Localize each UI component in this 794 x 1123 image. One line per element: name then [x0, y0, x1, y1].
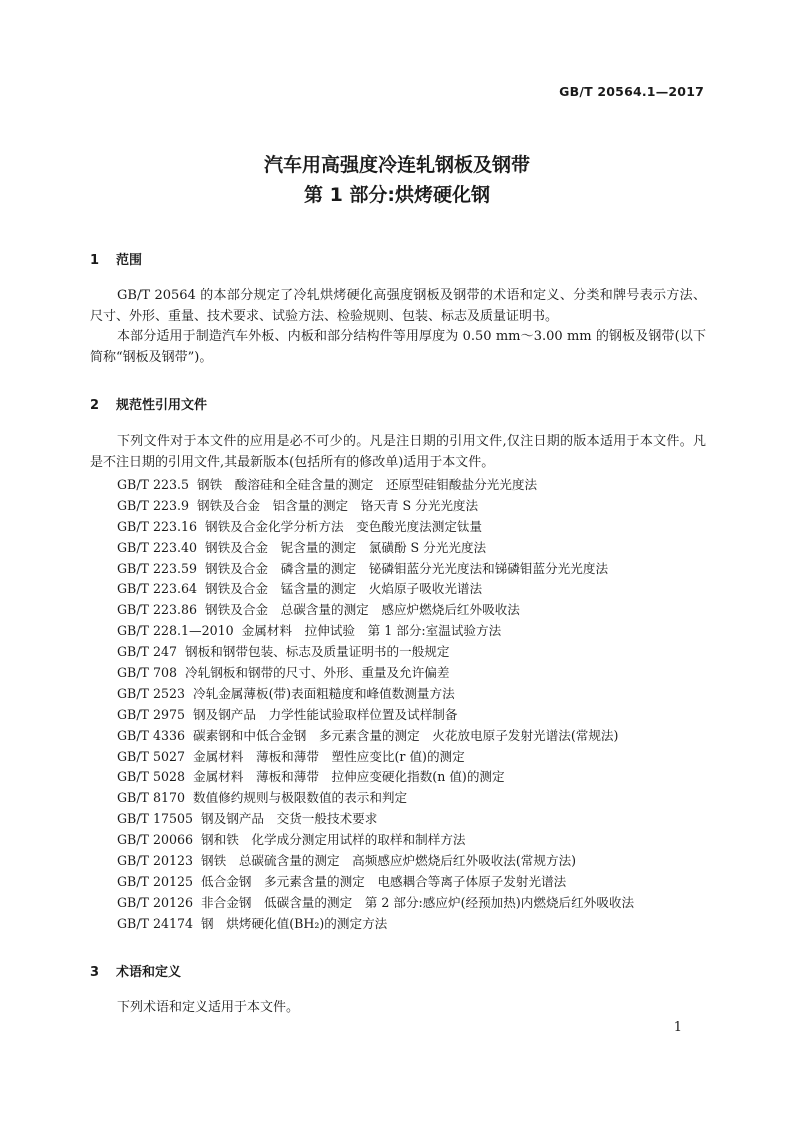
- reference-title: 钢铁及合金 铌含量的测定 氯磺酚 S 分光光度法: [205, 539, 487, 555]
- section-title: 术语和定义: [116, 965, 182, 980]
- document-title-line2: 第 1 部分:烘烤硬化钢: [303, 184, 491, 206]
- reference-title: 低合金钢 多元素含量的测定 电感耦合等离子体原子发射光谱法: [201, 873, 567, 889]
- page-number: 1: [673, 1020, 682, 1035]
- reference-title: 钢铁及合金 总碳含量的测定 感应炉燃烧后红外吸收法: [205, 602, 520, 618]
- reference-code: GB/T 223.16: [117, 518, 198, 534]
- section-heading-terms: [90, 961, 181, 980]
- reference-item: [117, 893, 634, 914]
- reference-code: GB/T 223.40: [117, 539, 198, 555]
- reference-title: 钢铁 酸溶硅和全硅含量的测定 还原型硅钼酸盐分光光度法: [197, 477, 538, 492]
- reference-code: GB/T 223.64: [117, 581, 198, 597]
- reference-code: GB/T 8170: [117, 790, 186, 806]
- standard-code: GB/T 20564.1—2017: [559, 84, 704, 99]
- scope-body: [90, 286, 706, 368]
- reference-item: [117, 872, 634, 893]
- reference-code: GB/T 5028: [117, 769, 186, 785]
- reference-code: GB/T 2523: [117, 685, 186, 701]
- reference-code: GB/T 5027: [117, 748, 186, 764]
- reference-title: 金属材料 薄板和薄带 塑性应变比(r 值)的测定: [193, 748, 465, 764]
- document-title-line1: 汽车用高强度冷连轧钢板及钢带: [263, 154, 530, 176]
- reference-code: GB/T 708: [117, 665, 177, 681]
- reference-title: 冷轧钢板和钢带的尺寸、外形、重量及允许偏差: [185, 665, 450, 681]
- section-title: 规范性引用文件: [116, 398, 208, 413]
- reference-title: 钢铁 总碳硫含量的测定 高频感应炉燃烧后红外吸收法(常规方法): [201, 853, 577, 869]
- reference-item: [117, 621, 634, 642]
- scope-paragraph-1: GB/T 20564 的本部分规定了冷轧烘烤硬化高强度钢板及钢带的术语和定义、分类和牌号表示方法、尺寸、外形、重量、技术要求、试验方法、检验规则、包装、标志及质量证明书。: [90, 288, 706, 324]
- section-number: 1: [90, 253, 100, 268]
- reference-code: GB/T 223.59: [117, 560, 198, 576]
- section-number: 2: [90, 398, 100, 413]
- reference-item: [117, 579, 634, 600]
- reference-item: [117, 809, 634, 830]
- reference-code: GB/T 20066: [117, 832, 194, 848]
- reference-code: GB/T 17505: [117, 811, 194, 827]
- reference-code: GB/T 20123: [117, 853, 194, 869]
- reference-code: GB/T 24174: [117, 915, 194, 931]
- reference-title: 冷轧金属薄板(带)表面粗糙度和峰值数测量方法: [193, 685, 455, 701]
- intro-paragraph: 下列术语和定义适用于本文件。: [117, 1000, 300, 1015]
- reference-title: 钢及钢产品 交货一般技术要求: [201, 811, 378, 827]
- reference-title: 钢铁及合金 铝含量的测定 铬天青 S 分光光度法: [197, 497, 479, 513]
- intro-paragraph: 下列文件对于本文件的应用是必不可少的。凡是注日期的引用文件,仅注日期的版本适用于本文件。凡是不注日期的引用文件,其最新版本(包括所有的修改单)适用于本文件。: [90, 434, 706, 470]
- reference-code: GB/T 2975: [117, 706, 186, 722]
- section-heading-normative-references: [90, 394, 207, 413]
- reference-title: 钢 烘烤硬化值(BH₂)的测定方法: [201, 915, 388, 931]
- reference-item: [117, 517, 634, 538]
- scope-paragraph-2: 本部分适用于制造汽车外板、内板和部分结构件等用厚度为 0.50 mm～3.00 mm 的钢板及钢带(以下简称“钢板及钢带”)。: [90, 329, 706, 365]
- reference-item: [117, 788, 634, 809]
- reference-title: 钢铁及合金 锰含量的测定 火焰原子吸收光谱法: [205, 581, 483, 597]
- reference-title: 碳素钢和中低合金钢 多元素含量的测定 火花放电原子发射光谱法(常规法): [193, 727, 619, 743]
- normative-references-intro: [90, 432, 706, 473]
- reference-title: 金属材料 拉伸试验 第 1 部分:室温试验方法: [241, 623, 502, 639]
- reference-item: [117, 830, 634, 851]
- reference-item: [117, 642, 634, 663]
- reference-item: [117, 684, 634, 705]
- reference-item: [117, 600, 634, 621]
- reference-item: [117, 475, 634, 496]
- section-number: 3: [90, 965, 100, 980]
- reference-item: [117, 496, 634, 517]
- reference-title: 钢铁及合金化学分析方法 变色酸光度法测定钛量: [205, 518, 483, 534]
- reference-item: [117, 726, 634, 747]
- reference-title: 钢和铁 化学成分测定用试样的取样和制样方法: [201, 832, 466, 848]
- reference-title: 钢及钢产品 力学性能试验取样位置及试样制备: [193, 706, 458, 722]
- reference-code: GB/T 247: [117, 644, 177, 660]
- section-heading-scope: [90, 249, 142, 268]
- reference-item: [117, 663, 634, 684]
- reference-item: [117, 747, 634, 768]
- reference-item: [117, 767, 634, 788]
- terms-intro: [90, 998, 706, 1019]
- reference-code: GB/T 4336: [117, 727, 186, 743]
- reference-code: GB/T 223.5: [117, 477, 190, 492]
- reference-title: 钢板和钢带包装、标志及质量证明书的一般规定: [185, 644, 450, 660]
- reference-title: 数值修约规则与极限数值的表示和判定: [193, 790, 408, 806]
- reference-list: [117, 475, 634, 935]
- reference-item: [117, 705, 634, 726]
- reference-code: GB/T 223.9: [117, 497, 190, 513]
- reference-title: 钢铁及合金 磷含量的测定 铋磷钼蓝分光光度法和锑磷钼蓝分光光度法: [205, 560, 609, 576]
- reference-item: [117, 559, 634, 580]
- reference-item: [117, 538, 634, 559]
- reference-code: GB/T 228.1—2010: [117, 623, 234, 639]
- reference-title: 金属材料 薄板和薄带 拉伸应变硬化指数(n 值)的测定: [193, 769, 505, 785]
- reference-item: [117, 914, 634, 935]
- reference-code: GB/T 20126: [117, 894, 194, 910]
- reference-code: GB/T 223.86: [117, 602, 198, 618]
- reference-title: 非合金钢 低碳含量的测定 第 2 部分:感应炉(经预加热)内燃烧后红外吸收法: [201, 894, 635, 910]
- section-title: 范围: [116, 253, 143, 268]
- reference-code: GB/T 20125: [117, 873, 194, 889]
- reference-item: [117, 851, 634, 872]
